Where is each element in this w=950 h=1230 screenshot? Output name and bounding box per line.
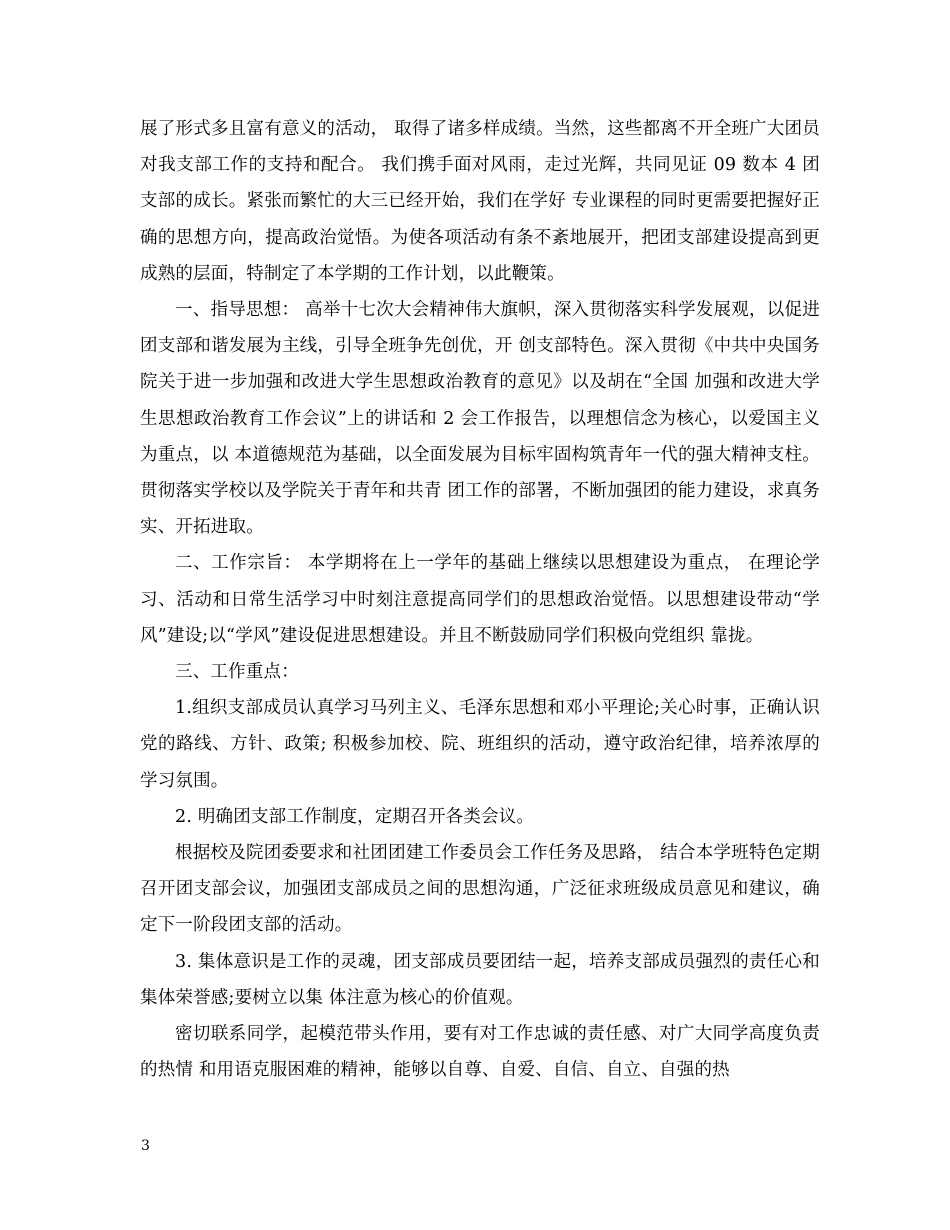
page-number: 3 xyxy=(141,1138,150,1154)
paragraph-focus-item-1: 1.组织支部成员认真学习马列主义、毛泽东思想和邓小平理论;关心时事，正确认识党的路线、方针、政策; 积极参加校、院、班组织的活动，遵守政治纪律，培养浓厚的学习氛围。 xyxy=(140,698,820,791)
paragraph-contact-classmates: 密切联系同学，起模范带头作用，要有对工作忠诚的责任感、对广大同学高度负责的热情 和用语克服困难的精神，能够以自尊、自爱、自信、自立、自强的热 xyxy=(140,1024,820,1081)
paragraph-meetings: 根据校及院团委要求和社团团建工作委员会工作任务及思路， 结合本学班特色定期召开团支部会议，加强团支部成员之间的思想沟通，广泛征求班级成员意见和建议，确定下一阶段团支部的活动。 xyxy=(140,843,820,936)
paragraph-guiding-ideology: 一、指导思想： 高举十七次大会精神伟大旗帜，深入贯彻落实科学发展观，以促进团支部和谐发展为主线，引导全班争先创优，开 创支部特色。深入贯彻《中共中央国务院关于进一步加强和改进大学生思想政治教育的意见》以及胡在“全国 加强和改进大学生思想政治教育工作会议”上的讲话和 2 会工作报告，以理想信念为核心，以爱国主义为重点，以 本道德规范为基础，以全面发展为目标牢固构筑青年一代的强大精神支柱。贯彻落实学校以及学院关于青年和共青 团工作的部署，不断加强团的能力建设，求真务实、开拓进取。 xyxy=(140,300,820,538)
document-body xyxy=(140,111,820,1088)
paragraph-focus-item-2: 2. 明确团支部工作制度，定期召开各类会议。 xyxy=(175,806,535,827)
heading-work-focus: 三、工作重点： xyxy=(175,662,299,683)
paragraph-intro-continued: 展了形式多且富有意义的活动， 取得了诸多样成绩。当然，这些都离不开全班广大团员对我支部工作的支持和配合。 我们携手面对风雨，走过光辉，共同见证 09 数本 4 团支部的成长。紧张而繁忙的大三已经开始，我们在学好 专业课程的同时更需要把握好正确的思想方向，提高政治觉悟。为使各项活动有条不紊地展开，把团支部建设提高到更成熟的层面，特制定了本学期的工作计划，以此鞭策。 xyxy=(140,119,820,284)
paragraph-focus-item-3: 3. 集体意识是工作的灵魂，团支部成员要团结一起，培养支部成员强烈的责任心和集体荣誉感;要树立以集 体注意为核心的价值观。 xyxy=(140,951,820,1008)
paragraph-work-purpose: 二、工作宗旨： 本学期将在上一学年的基础上继续以思想建设为重点， 在理论学习、活动和日常生活学习中时刻注意提高同学们的思想政治觉悟。以思想建设带动“学风”建设;以“学风”建设促进思想建设。并且不断鼓励同学们积极向党组织 靠拢。 xyxy=(140,553,820,646)
